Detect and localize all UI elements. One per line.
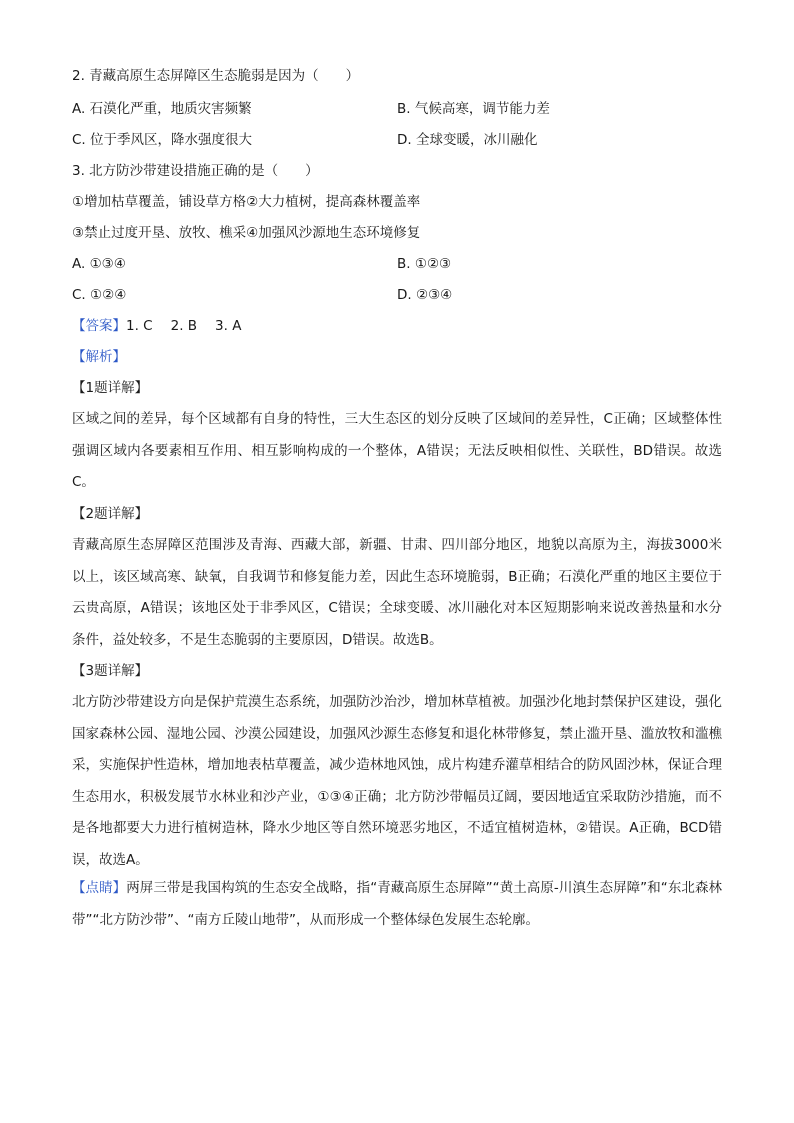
q2-option-c: C. 位于季风区，降水强度很大	[72, 132, 253, 148]
answer-line	[72, 316, 722, 336]
q2-option-a: A. 石漠化严重，地质灾害频繁	[72, 101, 252, 117]
q2-option-b: B. 气候高寒，调节能力差	[397, 101, 550, 117]
detail-1-heading: 【1题详解】	[72, 380, 149, 396]
analysis-tag: 【解析】	[72, 349, 126, 365]
answer-tag: 【答案】	[72, 318, 126, 334]
detail-1-text: 区域之间的差异，每个区域都有自身的特性，三大生态区的划分反映了区域间的差异性，C正确；区域整体性强调区域内各要素相互作用、相互影响构成的一个整体，A错误；无法反映相似性、关联性，BD错误。故选C。	[72, 411, 722, 490]
detail-3-text: 北方防沙带建设方向是保护荒漠生态系统，加强防沙治沙，增加林草植被。加强沙化地封禁保护区建设，强化国家森林公园、湿地公园、沙漠公园建设，加强风沙源生态修复和退化林带修复，禁止滥开垦、滥放牧和滥樵采，实施保护性造林，增加地表枯草覆盖，减少造林地风蚀，成片构建乔灌草相结合的防风固沙林，保证合理生态用水，积极发展节水林业和沙产业，①③④正确；北方防沙带幅员辽阔，要因地适宜采取防沙措施，而不是各地都要大力进行植树造林，降水少地区等自然环境恶劣地区，不适宜植树造林，②错误。A正确，BCD错误，故选A。	[72, 694, 722, 868]
q3-option-c: C. ①②④	[72, 287, 127, 303]
q2-option-d: D. 全球变暖，冰川融化	[397, 132, 538, 148]
tips-paragraph	[72, 873, 722, 936]
q2-stem: 2. 青藏高原生态屏障区生态脆弱是因为（ ）	[72, 68, 360, 84]
answer-2: 2. B	[170, 318, 198, 334]
q3-statements-1: ①增加枯草覆盖，铺设草方格②大力植树，提高森林覆盖率	[72, 194, 421, 210]
answer-3: 3. A	[215, 318, 242, 334]
q3-option-d: D. ②③④	[397, 287, 453, 303]
q3-statements-2: ③禁止过度开垦、放牧、樵采④加强风沙源地生态环境修复	[72, 225, 421, 241]
tips-text: 两屏三带是我国构筑的生态安全战略，指“青藏高原生态屏障”“黄土高原-川滇生态屏障”和“东北森林带”“北方防沙带”、“南方丘陵山地带”，从而形成一个整体绿色发展生态轮廓。	[72, 880, 722, 928]
answer-1: 1. C	[126, 318, 153, 334]
q3-option-b: B. ①②③	[397, 256, 452, 272]
tips-tag: 【点睛】	[72, 880, 127, 896]
detail-2-heading: 【2题详解】	[72, 506, 149, 522]
q3-option-a: A. ①③④	[72, 256, 126, 272]
detail-3-heading: 【3题详解】	[72, 663, 149, 679]
q3-stem: 3. 北方防沙带建设措施正确的是（ ）	[72, 163, 319, 179]
detail-2-text: 青藏高原生态屏障区范围涉及青海、西藏大部，新疆、甘肃、四川部分地区，地貌以高原为主，海拔3000米以上，该区域高寒、缺氧，自我调节和修复能力差，因此生态环境脆弱，B正确；石漠化严重的地区主要位于云贵高原，A错误；该地区处于非季风区，C错误；全球变暖、冰川融化对本区短期影响来说改善热量和水分条件，益处较多，不是生态脆弱的主要原因，D错误。故选B。	[72, 537, 722, 648]
